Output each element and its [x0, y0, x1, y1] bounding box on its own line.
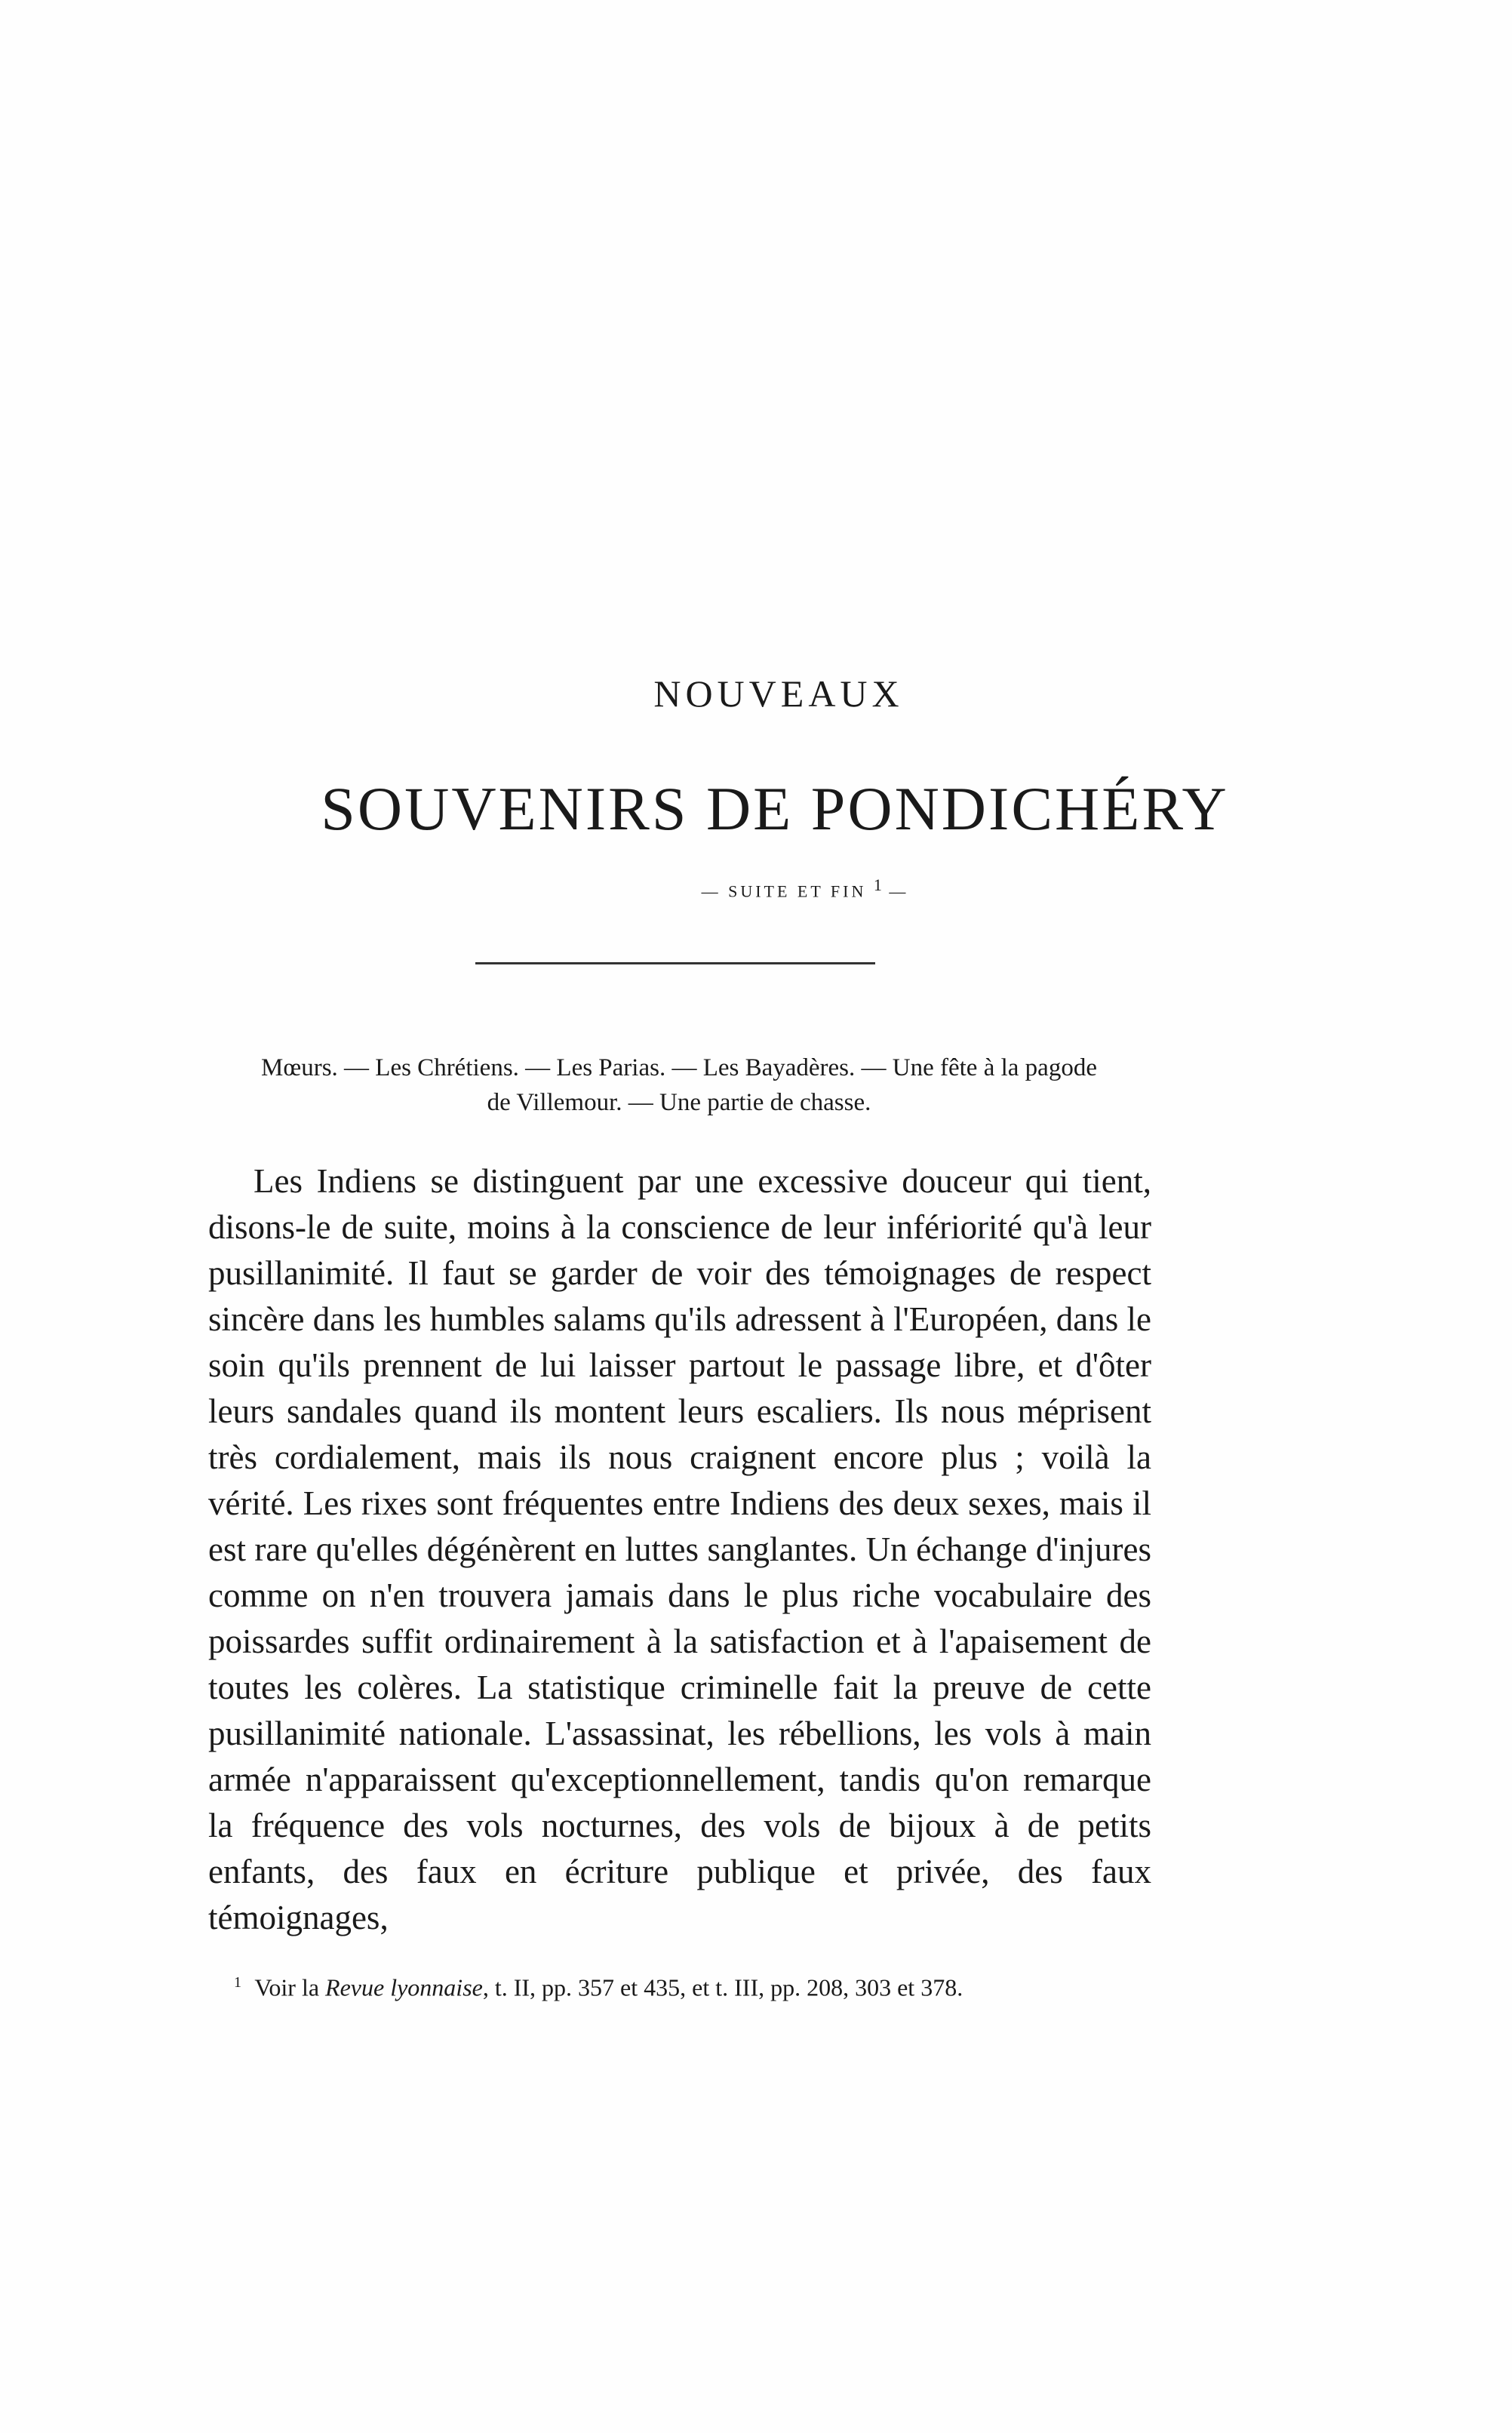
footnote-text-after: , t. II, pp. 357 et 435, et t. III, pp. 208, 303 et 378.	[482, 1973, 963, 2001]
footnote	[234, 1967, 1177, 2003]
summary-line-2: de Villemour. — Une partie de chasse.	[487, 1089, 871, 1116]
subtitle-footnote-mark: 1	[873, 875, 882, 894]
footnote-journal-title: Revue lyonnaise	[325, 1973, 483, 2001]
footnote-text-before: Voir la	[254, 1973, 320, 2001]
page-title: SOUVENIRS DE PONDICHÉRY	[321, 774, 1229, 843]
footnote-mark: 1	[234, 1974, 241, 1991]
body-paragraph: Les Indiens se distinguent par une excessive douceur qui tient, disons-le de suite, moins à la conscience de leur infériorité qu'à leur pusillanimité. Il faut se garder de voir des témoignages de respect sincère dans les humbles salams qu'ils adressent à l'Européen, dans le soin qu'ils prennent de lui laisser partout le passage libre, et d'ôter leurs sandales quand ils montent leurs escaliers. Ils nous méprisent très cordialement, mais ils nous craignent encore plus ; voilà la vérité. Les rixes sont fréquentes entre Indiens des deux sexes, mais il est rare qu'elles dégénèrent en luttes sanglantes. Un échange d'injures comme on n'en trouvera jamais dans le plus riche vocabulaire des poissardes suffit ordinairement à la satisfaction et à l'apaisement de toutes les colères. La statistique criminelle fait la preuve de cette pusillanimité nationale. L'assassinat, les rébellions, les vols à main armée n'apparaissent qu'exceptionnellement, tandis qu'on remarque la fréquence des vols nocturnes, des vols de bijoux à de petits enfants, des faux en écriture publique et privée, des faux témoignages,	[208, 1162, 1151, 1936]
subtitle-suffix: —	[889, 881, 909, 901]
divider-rule	[475, 962, 875, 964]
subtitle	[0, 875, 1512, 901]
subtitle-prefix: — SUITE ET FIN	[701, 881, 867, 901]
summary-line-1: Mœurs. — Les Chrétiens. — Les Parias. — Les Bayadères. — Une fête à la pagode	[261, 1054, 1097, 1081]
title-top: NOUVEAUX	[653, 672, 904, 715]
chapter-summary	[204, 1050, 1154, 1120]
